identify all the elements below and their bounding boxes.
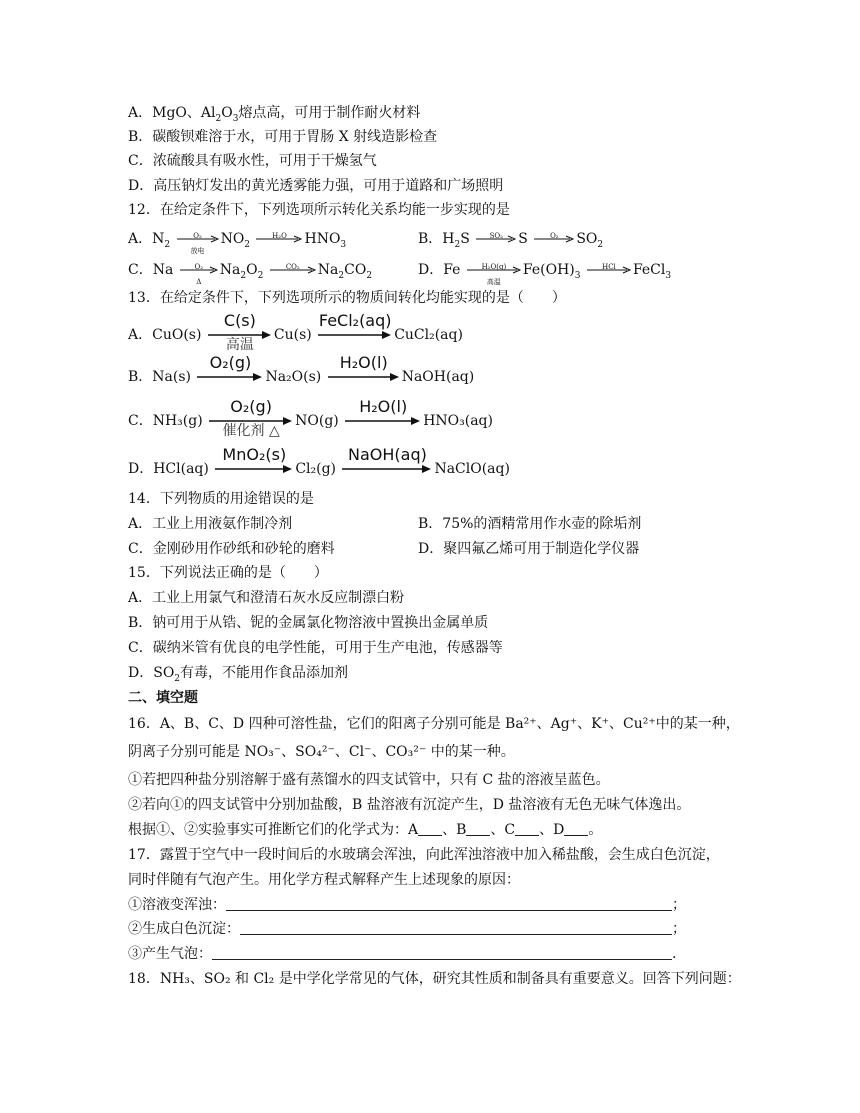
q12-option-a: A．$N_2$ O₂ 放电 $NO_2$ H₂O $HNO_3$: [128, 231, 347, 255]
q13-stem: 13．在给定条件下，下列选项所示的物质间转化均能实现的是（ ）: [128, 290, 566, 306]
q16-line-4: ②若向①的四支试管中分别加盐酸，B 盐溶液有沉淀产生，D 盐溶液有无色无味气体逸出。: [128, 797, 691, 813]
q13-option-c: C．NH₃(g) O₂(g) 催化剂 △ NO(g) H₂O(l) HNO₃(aq): [128, 397, 493, 439]
q17-line-2: 同时伴随有气泡产生。用化学方程式解释产生上述现象的原因：: [128, 872, 520, 888]
reaction-arrow: C(s) 高温: [208, 331, 272, 339]
q12-option-c: C．Na O₂ Δ $Na_2O_2$ CO₂ $Na_2CO_2$: [128, 262, 373, 286]
q11-option-b: B．碳酸钡难溶于水，可用于胃肠 X 射线造影检查: [128, 129, 438, 145]
reaction-arrow: H₂O(l): [345, 417, 421, 425]
q12-option-b: B．$H_2S$ SO₂ S O₂ $SO_2$: [418, 231, 604, 250]
reaction-arrow: O₂ Δ: [180, 266, 218, 274]
q13-option-a: A．CuO(s) C(s) 高温 Cu(s) FeCl₂(aq) CuCl₂(aq): [128, 311, 463, 353]
answer-blank-a[interactable]: [418, 821, 442, 836]
q15-option-b: B．钠可用于从锆、铌的金属氯化物溶液中置换出金属单质: [128, 615, 489, 631]
q15-option-c: C．碳纳米管有优良的电学性能，可用于生产电池，传感器等: [128, 640, 503, 656]
reaction-arrow: O₂(g): [197, 373, 263, 381]
q11-option-a: A．MgO、$Al_2O_3$熔点高，可用于制作耐火材料: [128, 105, 421, 124]
reaction-arrow: CO₂: [270, 266, 316, 274]
q15-option-d: D．$SO_2$有毒，不能用作食品添加剂: [128, 665, 349, 684]
q14-stem: 14．下列物质的用途错误的是: [128, 491, 314, 507]
q14-option-b: B．75%的酒精常用作水壶的除垢剂: [418, 516, 642, 532]
q12-option-d: D．Fe H₂O(g) 高温 $Fe(OH)_3$ HCl FeCl$_3$: [418, 262, 672, 286]
reaction-arrow: SO₂: [476, 235, 516, 243]
answer-blank-turbid[interactable]: [226, 896, 672, 911]
q16-line-5: 根据①、②实验事实可推断它们的化学式为：A 、B 、C 、D 。: [128, 822, 603, 838]
q18-line-1: 18．NH₃、SO₂ 和 Cl₂ 是中学化学常见的气体，研究其性质和制备具有重要意义。回答下列问题：: [128, 971, 741, 987]
section-heading: 二、填空题: [128, 690, 198, 706]
answer-blank-c[interactable]: [515, 821, 539, 836]
reaction-arrow: HCl: [587, 266, 631, 274]
q17-line-5: ③产生气泡： .: [128, 946, 677, 962]
reaction-arrow: MnO₂(s): [215, 465, 293, 473]
reaction-arrow: FeCl₂(aq): [318, 331, 392, 339]
q15-option-a: A．工业上用氯气和澄清石灰水反应制漂白粉: [128, 590, 405, 606]
reaction-arrow: O₂(g) 催化剂 △: [209, 417, 293, 425]
q14-option-a: A．工业上用液氨作制冷剂: [128, 516, 293, 532]
q17-line-1: 17．露置于空气中一段时间后的水玻璃会浑浊，向此浑浊溶液中加入稀盐酸，会生成白色沉淀，: [128, 847, 720, 863]
q14-option-c: C．金刚砂用作砂纸和砂轮的磨料: [128, 541, 335, 557]
q15-stem: 15．下列说法正确的是（ ）: [128, 565, 328, 581]
reaction-arrow: NaOH(aq): [342, 465, 432, 473]
q11-option-d: D．高压钠灯发出的黄光透雾能力强，可用于道路和广场照明: [128, 178, 504, 194]
q16-line-2: 阴离子分别可能是 NO₃⁻、SO₄²⁻、Cl⁻、CO₃²⁻ 中的某一种。: [128, 744, 515, 760]
answer-blank-d[interactable]: [564, 821, 588, 836]
q16-line-3: ①若把四种盐分别溶解于盛有蒸馏水的四支试管中，只有 C 盐的溶液呈蓝色。: [128, 772, 610, 788]
answer-blank-bubbles[interactable]: [212, 945, 672, 960]
q14-option-d: D．聚四氟乙烯可用于制造化学仪器: [418, 541, 640, 557]
q12-stem: 12．在给定条件下，下列选项所示转化关系均能一步实现的是: [128, 202, 510, 218]
answer-blank-b[interactable]: [466, 821, 490, 836]
reaction-arrow: H₂O(g) 高温: [467, 266, 521, 274]
reaction-arrow: H₂O(l): [328, 373, 400, 381]
reaction-arrow: O₂ 放电: [177, 235, 219, 243]
q13-option-b: B．Na(s) O₂(g) Na₂O(s) H₂O(l) NaOH(aq): [128, 353, 475, 385]
answer-blank-precipitate[interactable]: [240, 920, 672, 935]
q11-option-c: C．浓硫酸具有吸水性，可用于干燥氢气: [128, 153, 377, 169]
reaction-arrow: O₂: [534, 235, 574, 243]
q17-line-4: ②生成白色沉淀： ；: [128, 921, 686, 937]
q13-option-d: D．HCl(aq) MnO₂(s) Cl₂(g) NaOH(aq) NaClO(aq): [128, 445, 510, 477]
q16-line-1: 16．A、B、C、D 四种可溶性盐，它们的阳离子分别可能是 Ba²⁺、Ag⁺、K⁺、Cu²⁺中的某一种，: [128, 716, 740, 732]
reaction-arrow: H₂O: [256, 235, 302, 243]
q17-line-3: ①溶液变浑浊： ；: [128, 897, 686, 913]
